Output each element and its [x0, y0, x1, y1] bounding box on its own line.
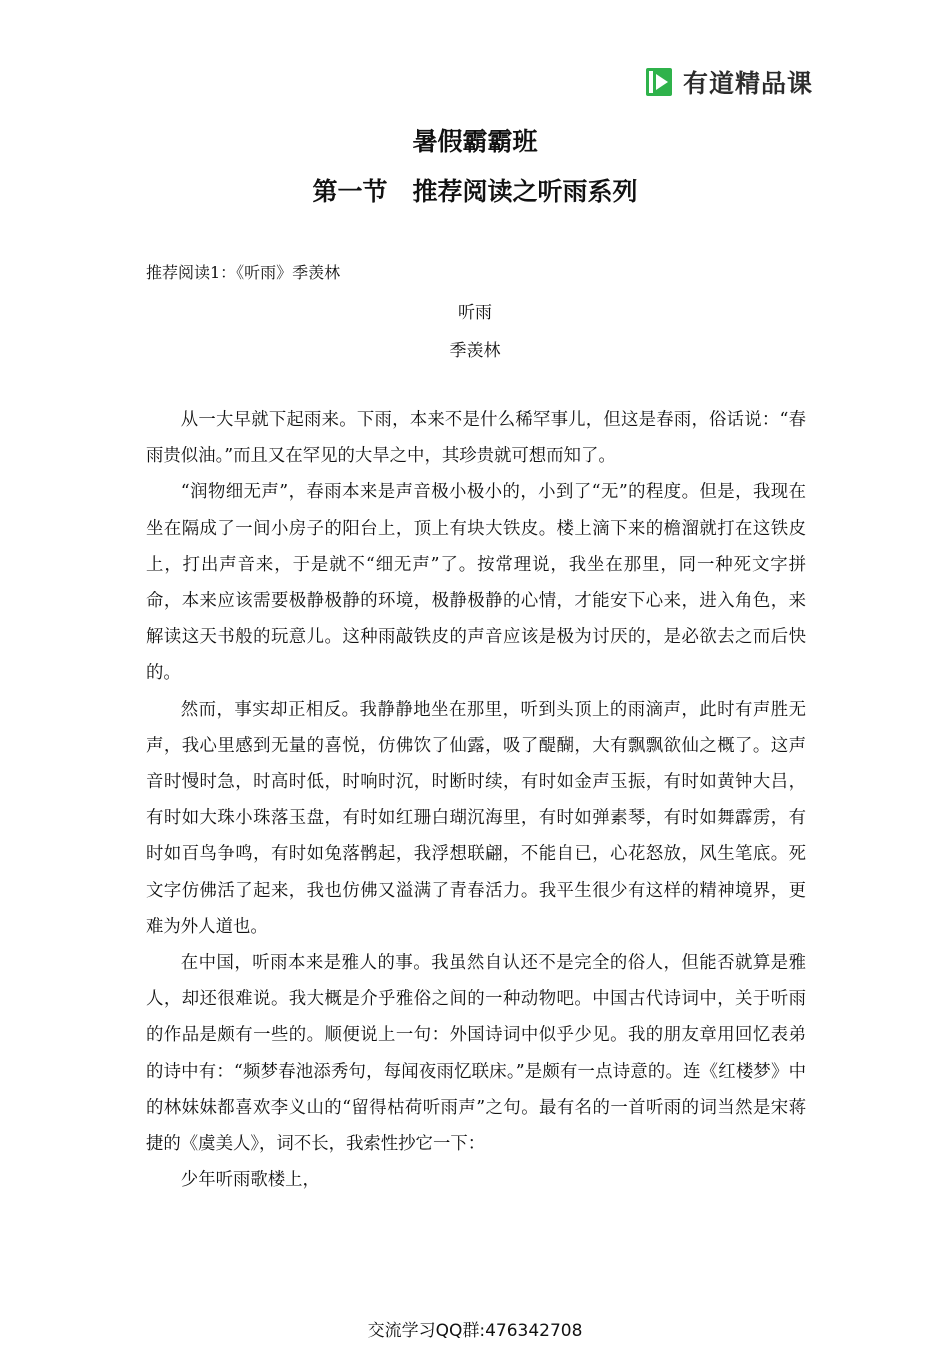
- article-body: [146, 402, 806, 1198]
- poem-title: 听雨: [458, 303, 492, 323]
- section-title: 第一节 推荐阅读之听雨系列: [312, 177, 638, 206]
- poem-author: 季羡林: [449, 341, 501, 361]
- paragraph: 然而，事实却正相反。我静静地坐在那里，听到头顶上的雨滴声，此时有声胜无声，我心里感到无量的喜悦，仿佛饮了仙露，吸了醍醐，大有飘飘欲仙之概了。这声音时慢时急，时高时低，时响时沉，时断时续，有时如金声玉振，有时如黄钟大吕，有时如大珠小珠落玉盘，有时如红珊白瑚沉海里，有时如弹素琴，有时如舞霹雳，有时如百鸟争鸣，有时如兔落鹘起，我浮想联翩，不能自已，心花怒放，风生笔底。死文字仿佛活了起来，我也仿佛又溢满了青春活力。我平生很少有这样的精神境界，更难为外人道也。: [146, 699, 806, 937]
- page-title: 暑假霸霸班: [412, 127, 538, 156]
- paragraph: 少年听雨歌楼上，: [180, 1170, 320, 1191]
- paragraph: “润物细无声”，春雨本来是声音极小极小的，小到了“无”的程度。但是，我现在坐在隔成了一间小房子的阳台上，顶上有块大铁皮。楼上滴下来的檐溜就打在这铁皮上，打出声音来，于是就不“细无声”了。按常理说，我坐在那里，同一种死文字拼命，本来应该需要极静极静的环境，极静极静的心情，才能安下心来，进入角色，来解读这天书般的玩意儿。这种雨敲铁皮的声音应该是极为讨厌的，是必欲去之而后快的。: [146, 482, 806, 684]
- footer-qq-group: 交流学习QQ群:476342708: [367, 1321, 583, 1341]
- brand-logo: [645, 64, 813, 100]
- brand-name: 有道精品课: [683, 69, 814, 98]
- paragraph: 在中国，听雨本来是雅人的事。我虽然自认还不是完全的俗人，但能否就算是雅人，却还很难说。我大概是介乎雅俗之间的一种动物吧。中国古代诗词中，关于听雨的作品是颇有一些的。顺便说上一句：外国诗词中似乎少见。我的朋友章用回忆表弟的诗中有：“频梦春池添秀句，每闻夜雨忆联床。”是颇有一点诗意的。连《红楼梦》中的林妹妹都喜欢李义山的“留得枯荷听雨声”之句。最有名的一首听雨的词当然是宋蒋捷的《虞美人》，词不长，我索性抄它一下：: [146, 953, 806, 1155]
- play-book-icon: [645, 66, 675, 98]
- paragraph: 从一大早就下起雨来。下雨，本来不是什么稀罕事儿，但这是春雨，俗话说：“春雨贵似油。”而且又在罕见的大旱之中，其珍贵就可想而知了。: [146, 410, 806, 467]
- recommended-reading-label: 推荐阅读1：《听雨》季羡林: [146, 263, 341, 282]
